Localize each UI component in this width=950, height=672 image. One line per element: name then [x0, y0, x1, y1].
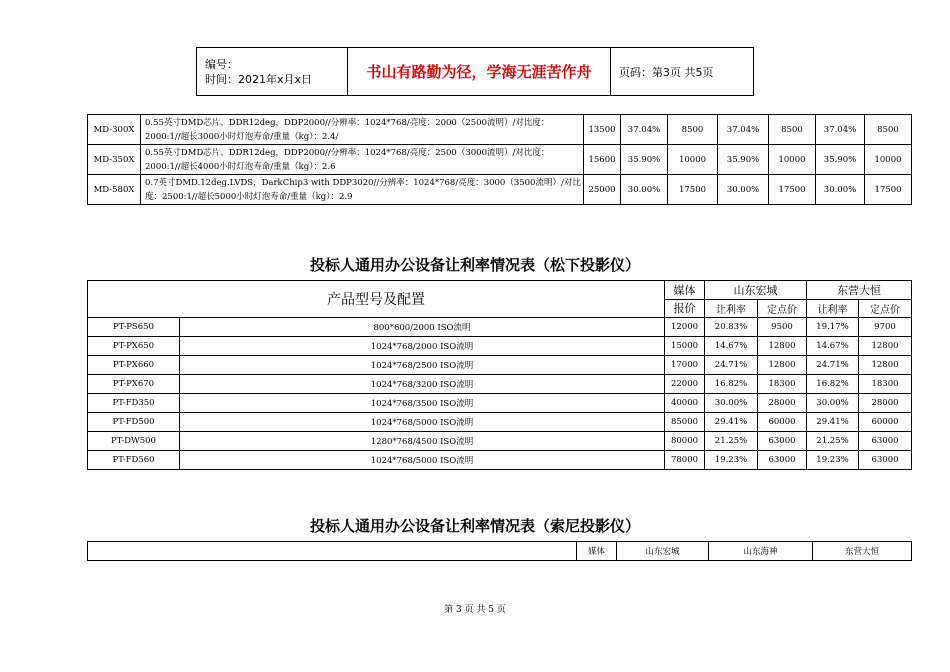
config-cell: 1024*768/2000 ISO流明 [180, 337, 665, 356]
rate-cell: 30.00% [718, 175, 769, 205]
sony-group-haishen: 山东海神 [709, 542, 813, 561]
price-cell: 8500 [865, 115, 912, 145]
panasonic-title: 投标人通用办公设备让利率情况表（松下投影仪） [309, 256, 640, 274]
page-footer: 第 3 页 共 5 页 [444, 605, 506, 615]
header-meta [197, 48, 348, 96]
table-row [88, 337, 912, 356]
rate-cell: 37.04% [816, 115, 865, 145]
projector-table-continued [87, 114, 912, 205]
model-cell: PT-FD500 [88, 413, 180, 432]
price-cell: 12800 [859, 337, 912, 356]
model-cell: PT-PX660 [88, 356, 180, 375]
price-cell: 12800 [758, 356, 807, 375]
header-page: 页码：第3页 共5页 [611, 48, 754, 96]
table-row [88, 375, 912, 394]
model-cell: MD-300X [88, 115, 141, 145]
sony-title: 投标人通用办公设备让利率情况表（索尼投影仪） [309, 517, 640, 535]
price-cell: 10000 [865, 145, 912, 175]
rate-cell: 16.82% [807, 375, 859, 394]
sony-table [87, 541, 912, 561]
table-row [88, 145, 912, 175]
table-row [88, 356, 912, 375]
price-cell: 17500 [668, 175, 718, 205]
rate-cell: 30.00% [816, 175, 865, 205]
rate-cell: 37.04% [621, 115, 668, 145]
model-cell: PT-PX670 [88, 375, 180, 394]
header-time: 时间：2021年x月x日 [205, 72, 313, 86]
price-cell: 18300 [758, 375, 807, 394]
media-price-cell: 15000 [665, 337, 705, 356]
rate-cell: 35.90% [816, 145, 865, 175]
price-cell: 18300 [859, 375, 912, 394]
price-cell: 8500 [668, 115, 718, 145]
media-price-cell: 40000 [665, 394, 705, 413]
price-cell: 12800 [859, 356, 912, 375]
config-cell: 0.55英寸DMD芯片、DDR12deg，DDP2000//分辨率：1024*768/亮度：2500（3000流明）/对比度：2000:1//超长4000小时灯泡寿命/重量（kg）：2.6 [141, 145, 584, 175]
price-cell: 17500 [865, 175, 912, 205]
table-row [88, 115, 912, 145]
header-motto: 书山有路勤为径，学海无涯苦作舟 [348, 48, 611, 96]
price-cell: 60000 [758, 413, 807, 432]
media-price-cell: 12000 [665, 318, 705, 337]
price-cell: 63000 [859, 451, 912, 470]
rate-cell: 14.67% [705, 337, 758, 356]
model-cell: PT-FD560 [88, 451, 180, 470]
price-cell: 28000 [758, 394, 807, 413]
price-header: 定点价 [758, 299, 807, 318]
price-cell: 63000 [758, 432, 807, 451]
config-cell: 1280*768/4500 ISO流明 [180, 432, 665, 451]
table-row [88, 394, 912, 413]
price-cell: 10000 [668, 145, 718, 175]
media-price-cell: 22000 [665, 375, 705, 394]
rate-header: 让利率 [807, 299, 859, 318]
rate-cell: 29.41% [807, 413, 859, 432]
price-header: 定点价 [859, 299, 912, 318]
price-cell: 28000 [859, 394, 912, 413]
media-price-cell: 17000 [665, 356, 705, 375]
config-cell: 1024*768/5000 ISO流明 [180, 451, 665, 470]
sony-product-header [88, 542, 577, 561]
media-price-cell: 78000 [665, 451, 705, 470]
price-cell: 9700 [859, 318, 912, 337]
media-header: 媒体 [665, 281, 705, 300]
config-cell: 0.7英寸DMD.12deg.LVDS，DarkChip3 with DDP3020//分辨率：1024*768/亮度：3000（3500流明）/对比度：2500:1//超长5000小时灯泡寿命/重量（kg）：2.9 [141, 175, 584, 205]
config-cell: 1024*768/5000 ISO流明 [180, 413, 665, 432]
table-row [88, 413, 912, 432]
group-header-hongcheng: 山东宏城 [705, 281, 807, 300]
media-price-cell: 25000 [584, 175, 621, 205]
table-row [88, 451, 912, 470]
price-cell: 12800 [758, 337, 807, 356]
model-cell: PT-PX650 [88, 337, 180, 356]
config-cell: 800*600/2000 ISO流明 [180, 318, 665, 337]
rate-cell: 24.71% [807, 356, 859, 375]
config-cell: 0.55英寸DMD芯片、DDR12deg，DDP2000//分辨率：1024*768/亮度：2000（2500流明）/对比度：2000:1//超长3000小时灯泡寿命/重量（kg）：2.4/ [141, 115, 584, 145]
rate-cell: 19.23% [705, 451, 758, 470]
media-price-cell: 15600 [584, 145, 621, 175]
media-price-cell: 13500 [584, 115, 621, 145]
rate-cell: 21.25% [807, 432, 859, 451]
rate-cell: 37.04% [718, 115, 769, 145]
model-cell: MD-350X [88, 145, 141, 175]
model-cell: PT-DW500 [88, 432, 180, 451]
rate-cell: 19.17% [807, 318, 859, 337]
rate-cell: 30.00% [705, 394, 758, 413]
rate-cell: 24.71% [705, 356, 758, 375]
sony-group-hongcheng: 山东宏城 [617, 542, 709, 561]
rate-cell: 35.90% [718, 145, 769, 175]
config-cell: 1024*768/2500 ISO流明 [180, 356, 665, 375]
price-cell: 8500 [769, 115, 816, 145]
rate-cell: 21.25% [705, 432, 758, 451]
config-cell: 1024*768/3500 ISO流明 [180, 394, 665, 413]
rate-cell: 29.41% [705, 413, 758, 432]
rate-cell: 35.90% [621, 145, 668, 175]
model-cell: MD-580X [88, 175, 141, 205]
media-price-cell: 80000 [665, 432, 705, 451]
product-config-header: 产品型号及配置 [88, 281, 665, 318]
sony-media-header: 媒体 [577, 542, 617, 561]
price-cell: 63000 [758, 451, 807, 470]
quote-header: 报价 [665, 299, 705, 318]
header-bianhao: 编号： [205, 57, 238, 71]
rate-cell: 30.00% [807, 394, 859, 413]
price-cell: 9500 [758, 318, 807, 337]
page-header [196, 47, 754, 96]
model-cell: PT-FD350 [88, 394, 180, 413]
group-header-daheng: 东营大恒 [807, 281, 912, 300]
model-cell: PT-PS650 [88, 318, 180, 337]
sony-group-daheng: 东营大恒 [813, 542, 912, 561]
panasonic-table [87, 280, 912, 470]
config-cell: 1024*768/3200 ISO流明 [180, 375, 665, 394]
rate-cell: 30.00% [621, 175, 668, 205]
rate-header: 让利率 [705, 299, 758, 318]
rate-cell: 20.83% [705, 318, 758, 337]
price-cell: 17500 [769, 175, 816, 205]
price-cell: 10000 [769, 145, 816, 175]
table-row [88, 318, 912, 337]
rate-cell: 19.23% [807, 451, 859, 470]
table-row [88, 175, 912, 205]
table-row [88, 432, 912, 451]
price-cell: 60000 [859, 413, 912, 432]
price-cell: 63000 [859, 432, 912, 451]
rate-cell: 14.67% [807, 337, 859, 356]
media-price-cell: 85000 [665, 413, 705, 432]
rate-cell: 16.82% [705, 375, 758, 394]
